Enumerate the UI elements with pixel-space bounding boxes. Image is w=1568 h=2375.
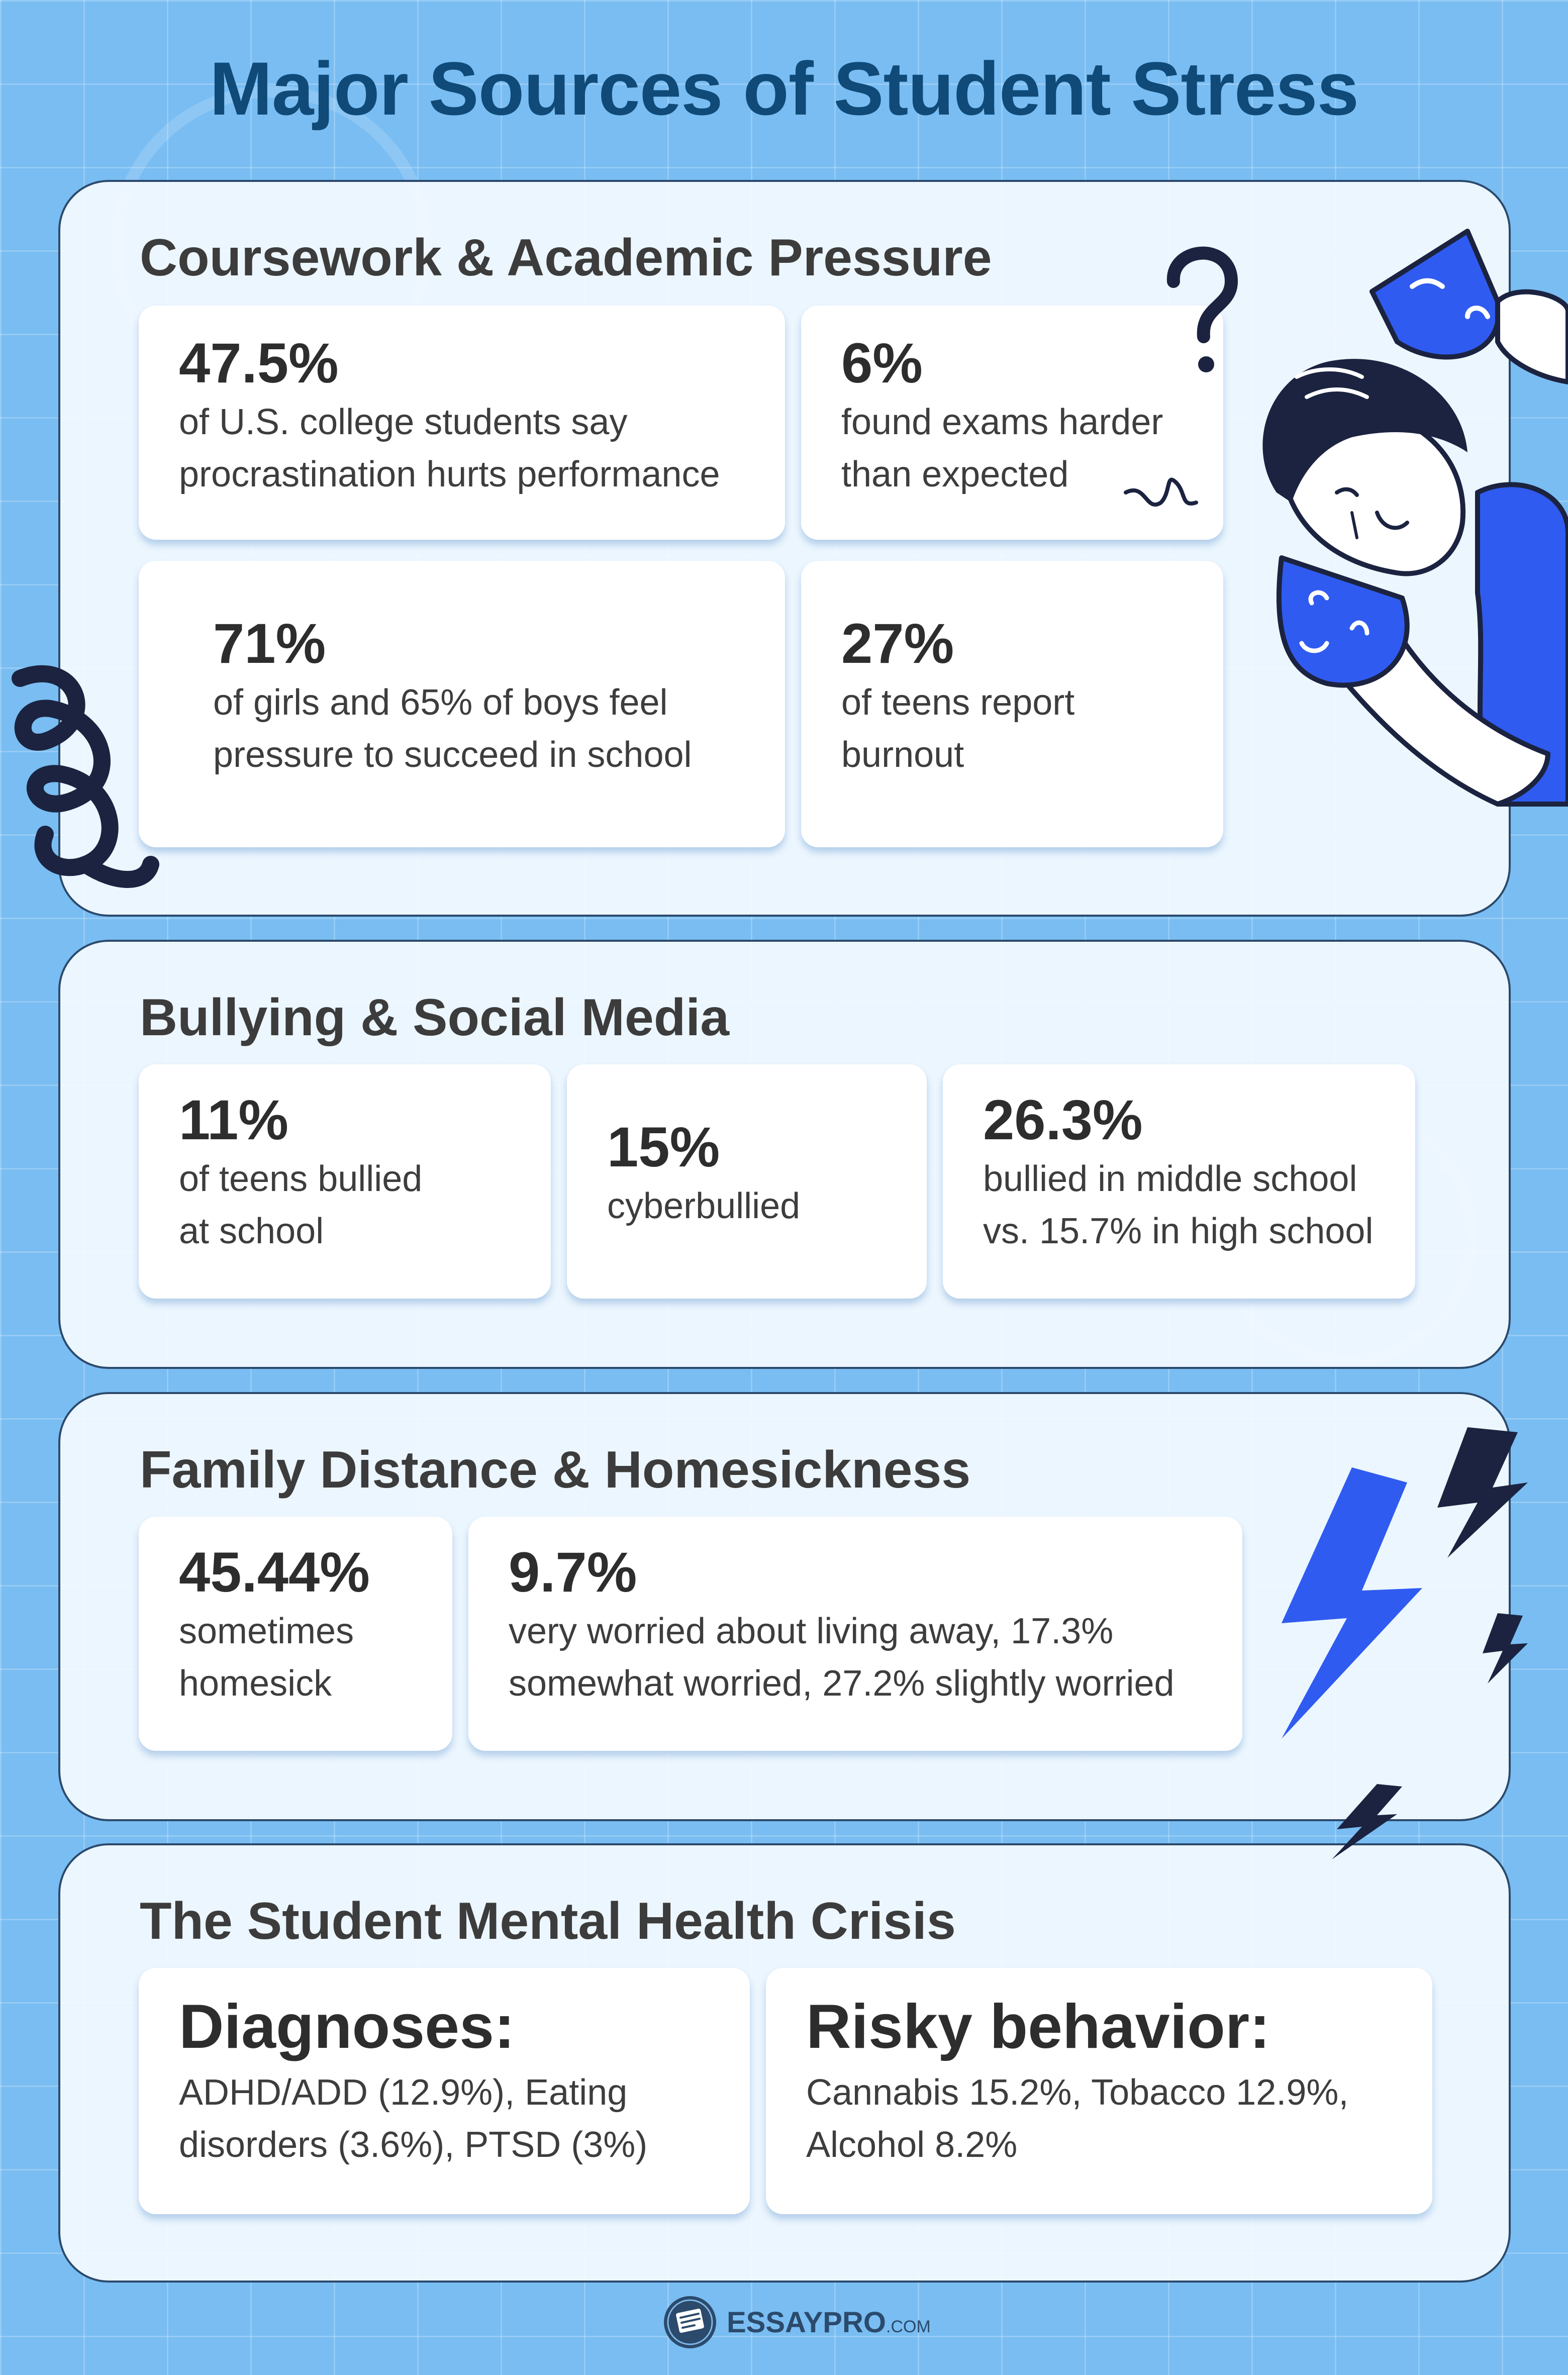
lightning-bolts-illustration	[1246, 1417, 1568, 1869]
stat-description: of U.S. college students say procrastination hurts performance	[179, 402, 720, 494]
stat-description: bullied in middle school vs. 15.7% in high school	[983, 1159, 1374, 1251]
card-description: ADHD/ADD (12.9%), Eating disorders (3.6%), PTSD (3%)	[179, 2072, 648, 2165]
stat-value: 27%	[841, 612, 954, 675]
stat-card-procrastination	[139, 306, 785, 540]
stat-card-homesick	[139, 1517, 452, 1751]
squiggle-illustration	[0, 648, 181, 910]
stat-card-cyberbullied	[567, 1064, 927, 1299]
stat-value: 6%	[841, 332, 923, 394]
stat-value: 47.5%	[179, 332, 339, 394]
section-heading: The Student Mental Health Crisis	[140, 1892, 956, 1950]
footer-brand	[727, 2306, 931, 2339]
stat-value: 11%	[179, 1088, 288, 1151]
stat-value: 26.3%	[983, 1088, 1143, 1151]
brand-suffix: .COM	[886, 2317, 931, 2336]
section-bullying	[58, 940, 1511, 1369]
page-title: Major Sources of Student Stress	[209, 46, 1359, 131]
stat-value: 45.44%	[179, 1541, 370, 1604]
section-heading: Coursework & Academic Pressure	[140, 229, 992, 287]
stat-value: 71%	[213, 612, 326, 675]
stat-card-middle-school	[943, 1064, 1415, 1299]
brand-name: ESSAYPRO	[727, 2306, 886, 2339]
card-heading: Diagnoses:	[179, 1992, 515, 2061]
essaypro-logo-icon	[662, 2295, 718, 2350]
info-card-risky-behavior	[766, 1968, 1432, 2214]
stat-description: of teens bullied at school	[179, 1159, 423, 1251]
stat-description: of girls and 65% of boys feel pressure to succeed in school	[213, 682, 692, 775]
card-description: Cannabis 15.2%, Tobacco 12.9%, Alcohol 8.2%	[806, 2072, 1349, 2165]
card-heading: Risky behavior:	[806, 1992, 1270, 2061]
stat-card-bullied-at-school	[139, 1064, 551, 1299]
stat-value: 15%	[607, 1116, 720, 1178]
stat-description: very worried about living away, 17.3% somewhat worried, 27.2% slightly worried	[509, 1611, 1174, 1704]
section-mental-health	[58, 1843, 1511, 2283]
stat-value: 9.7%	[509, 1541, 637, 1604]
stat-description: cyberbullied	[607, 1186, 801, 1226]
stat-description: found exams harder than expected	[841, 402, 1163, 494]
stressed-student-illustration	[1116, 211, 1568, 864]
stat-card-pressure-to-succeed	[139, 561, 785, 847]
section-heading: Bullying & Social Media	[140, 988, 730, 1047]
stat-card-living-away	[468, 1517, 1242, 1751]
section-heading: Family Distance & Homesickness	[140, 1441, 971, 1499]
stat-description: of teens report burnout	[841, 682, 1075, 775]
stat-description: sometimes homesick	[179, 1611, 354, 1704]
info-card-diagnoses	[139, 1968, 750, 2214]
